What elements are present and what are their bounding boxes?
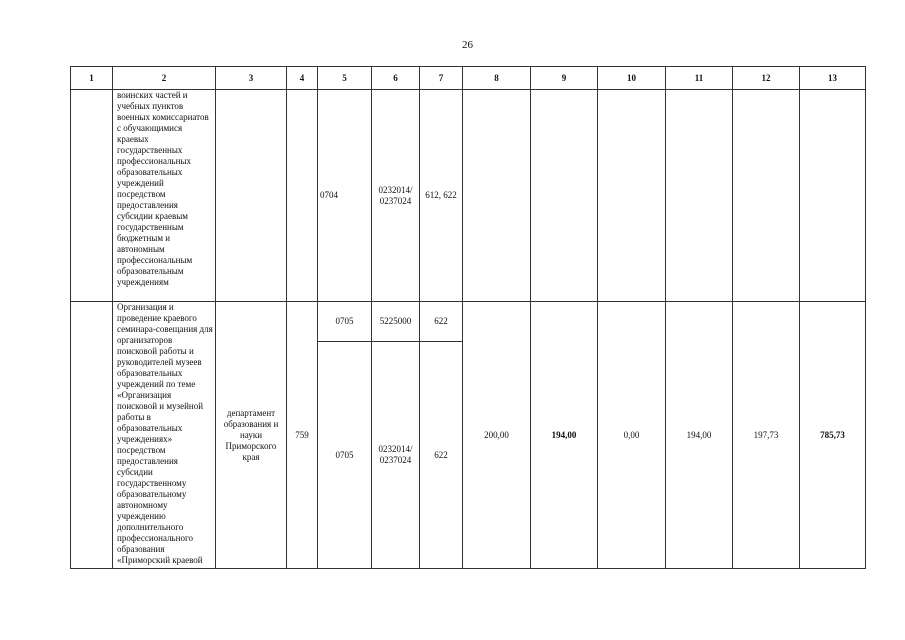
header-col-4: 4 <box>287 67 318 90</box>
row2a-section-code: 0705 <box>318 302 372 342</box>
row2-department: департамент образования и науки Приморского края <box>216 302 287 569</box>
cell-empty <box>287 90 318 302</box>
header-col-8: 8 <box>463 67 531 90</box>
cell-empty <box>666 90 733 302</box>
row1-section-code: 0704 <box>318 90 372 302</box>
cell-empty <box>531 90 598 302</box>
cell-empty <box>800 90 866 302</box>
row1-description: воинских частей и учебных пунктов военных комиссариатов с обучающимися краевых государственных профессиональных образовательных учреждений посредством предоставления субсидии краевым государственным бюджетным и автономным профессиональным образовательным учреждениям <box>113 90 216 302</box>
header-col-9: 9 <box>531 67 598 90</box>
header-col-10: 10 <box>598 67 666 90</box>
budget-table <box>70 66 866 569</box>
header-row <box>71 67 866 90</box>
header-col-5: 5 <box>318 67 372 90</box>
row2b-target-code: 0232014/ 0237024 <box>372 342 420 569</box>
cell-empty <box>463 90 531 302</box>
row2a-expense-type: 622 <box>420 302 463 342</box>
row2-value-col9: 194,00 <box>531 302 598 569</box>
header-col-3: 3 <box>216 67 287 90</box>
page-number: 26 <box>462 39 473 51</box>
header-col-7: 7 <box>420 67 463 90</box>
cell-empty <box>71 302 113 569</box>
header-col-12: 12 <box>733 67 800 90</box>
table-row <box>71 302 866 342</box>
row2-value-col12: 197,73 <box>733 302 800 569</box>
cell-empty <box>216 90 287 302</box>
cell-empty <box>733 90 800 302</box>
row2-value-col13: 785,73 <box>800 302 866 569</box>
cell-empty <box>71 90 113 302</box>
header-col-13: 13 <box>800 67 866 90</box>
header-col-11: 11 <box>666 67 733 90</box>
cell-empty <box>598 90 666 302</box>
row2-value-col10: 0,00 <box>598 302 666 569</box>
header-col-6: 6 <box>372 67 420 90</box>
row2-code: 759 <box>287 302 318 569</box>
table-row <box>71 90 866 302</box>
row2-description: Организация и проведение краевого семинара-совещания для организаторов поисковой работы и руководителей музеев образовательных учреждений по теме «Организация поисковой и музейной работы в образовательных учреждениях» посредством предоставления субсидии государственному образовательному автономному учреждению дополнительного профессионального образования «Приморский краевой <box>113 302 216 569</box>
row1-expense-type: 612, 622 <box>420 90 463 302</box>
header-col-1: 1 <box>71 67 113 90</box>
header-col-2: 2 <box>113 67 216 90</box>
row2-value-col11: 194,00 <box>666 302 733 569</box>
row2b-expense-type: 622 <box>420 342 463 569</box>
row2b-section-code: 0705 <box>318 342 372 569</box>
row1-target-code: 0232014/ 0237024 <box>372 90 420 302</box>
row2a-target-code: 5225000 <box>372 302 420 342</box>
row2-value-col8: 200,00 <box>463 302 531 569</box>
